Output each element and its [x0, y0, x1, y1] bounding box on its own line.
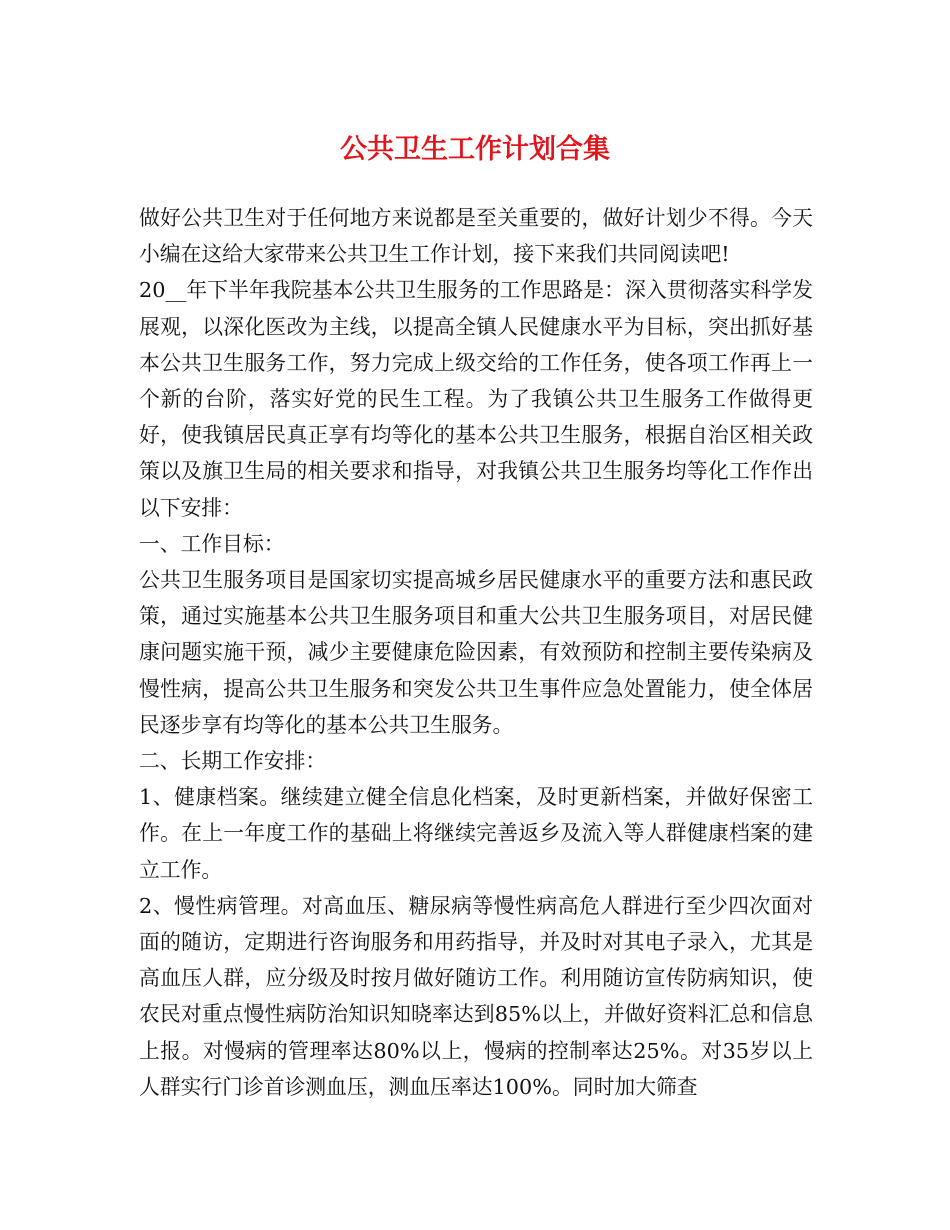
paragraph-health-records: 1、健康档案。继续建立健全信息化档案，及时更新档案，并做好保密工作。在上一年度工作的基础上将继续完善返乡及流入等人群健康档案的建立工作。: [139, 785, 813, 882]
paragraph-work-plan: 20__年下半年我院基本公共卫生服务的工作思路是：深入贯彻落实科学发展观，以深化医改为主线，以提高全镇人民健康水平为目标，突出抓好基本公共卫生服务工作，努力完成上级交给的工作任务，使各项工作再上一个新的台阶，落实好党的民生工程。为了我镇公共卫生服务工作做得更好，使我镇居民真正享有均等化的基本公共卫生服务，根据自治区相关政策以及旗卫生局的相关要求和指导，对我镇公共卫生服务均等化工作作出以下安排：: [139, 278, 813, 520]
paragraph-intro: 做好公共卫生对于任何地方来说都是至关重要的，做好计划少不得。今天小编在这给大家带来公共卫生工作计划，接下来我们共同阅读吧!: [139, 206, 813, 267]
document-title: 公共卫生工作计划合集: [340, 134, 610, 165]
paragraph-chronic-disease: 2、慢性病管理。对高血压、糖尿病等慢性病高危人群进行至少四次面对面的随访，定期进行咨询服务和用药指导，并及时对其电子录入，尤其是高血压人群，应分级及时按月做好随访工作。利用随访宣传防病知识，使农民对重点慢性病防治知识知晓率达到85%以上，并做好资料汇总和信息上报。对慢病的管理率达80%以上，慢病的控制率达25%。对35岁以上人群实行门诊首诊测血压，测血压率达100%。同时加大筛查: [139, 893, 813, 1099]
section-heading-long-term: 二、长期工作安排：: [139, 749, 327, 774]
paragraph-goals: 公共卫生服务项目是国家切实提高城乡居民健康水平的重要方法和惠民政策，通过实施基本公共卫生服务项目和重大公共卫生服务项目，对居民健康问题实施干预，减少主要健康危险因素，有效预防和控制主要传染病及慢性病，提高公共卫生服务和突发公共卫生事件应急处置能力，使全体居民逐步享有均等化的基本公共卫生服务。: [139, 568, 813, 737]
document-body: [139, 200, 813, 1105]
section-heading-goals: 一、工作目标：: [139, 531, 285, 556]
